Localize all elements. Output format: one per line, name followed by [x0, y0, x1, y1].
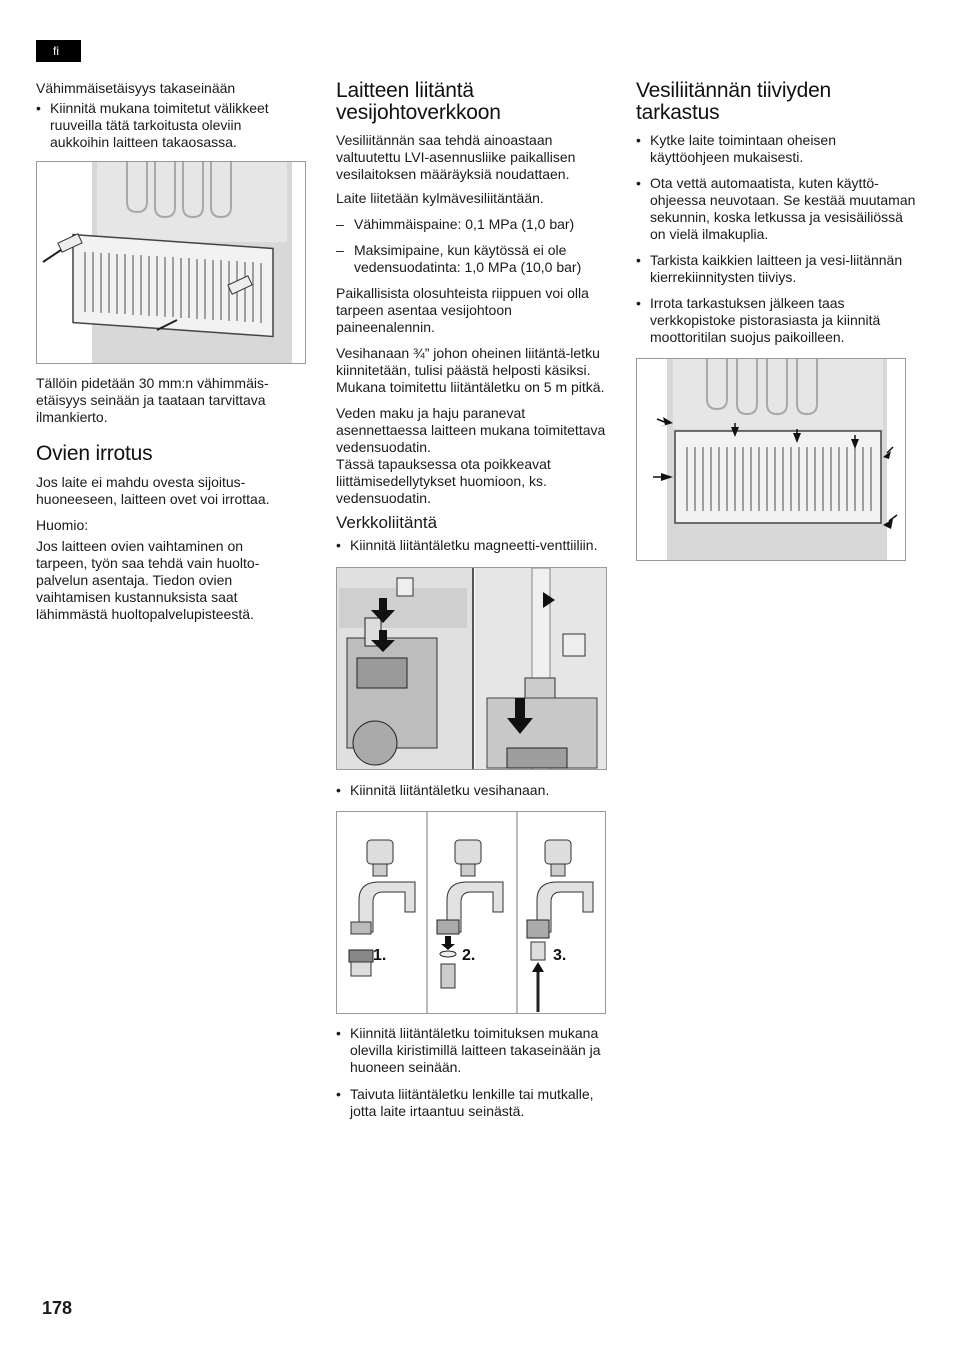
- page-number: 178: [42, 1298, 73, 1318]
- clamp-bullet: • Kiinnitä liitäntäletku toimituksen mukana olevilla kiristimillä laitteen takaseinään ja huoneen seinään.: [336, 1025, 611, 1076]
- column-middle: [336, 80, 611, 1120]
- step2-label: 2.: [462, 947, 476, 964]
- step3-label: 3.: [553, 947, 567, 964]
- valve-bullet: • Kiinnitä liitäntäletku magneetti-venttiiliin.: [336, 537, 611, 554]
- max-pressure: – Maksimipaine, kun käytössä ei ole vedensuodatinta: 1,0 MPa (10,0 bar): [336, 242, 611, 276]
- min-distance-bullet: • Kiinnitä mukana toimitetut välikkeet ruuveilla tätä tarkoitusta oleviin aukkoihin laitteen takaosassa.: [36, 100, 296, 151]
- min-pressure: – Vähimmäispaine: 0,1 MPa (1,0 bar): [336, 216, 611, 233]
- leak-test-title-line2: tarkastus: [636, 101, 720, 124]
- water-p5a: Veden maku ja haju paranevat asennettaessa laitteen mukana toimitettava vedensuodatin.: [336, 405, 606, 455]
- bend-bullet: • Taivuta liitäntäletku lenkille tai mutkalle, jotta laite irtaantuu seinästä.: [336, 1086, 611, 1120]
- leak-bullet-1: • Kytke laite toimintaan oheisen käyttöohjeen mukaisesti.: [636, 132, 916, 166]
- leak-test-title: [636, 80, 916, 124]
- doors-title: Ovien irrotus: [36, 442, 153, 465]
- leak-bullet-3: • Tarkista kaikkien laitteen ja vesi-liitännän kierrekiinnitysten tiiviys.: [636, 252, 916, 286]
- water-p4: Vesihanaan ¾” johon oheinen liitäntä-letku kiinnitetään, tulisi päästä helposti käsiksi. Mukana toimitettu liitäntäletku on 5 m pitkä.: [336, 345, 605, 395]
- note-label: Huomio:: [36, 517, 89, 533]
- note-text: Jos laitteen ovien vaihtaminen on tarpeen, työn saa tehdä vain huolto-palvelun asentaja. Tiedon ovien vaihtamisen kustannuksista saat lähimmästä huoltopalvelupisteestä.: [36, 538, 260, 622]
- cover-figure: [636, 358, 906, 561]
- min-distance-heading: Vähimmäisetäisyys takaseinään: [36, 80, 236, 96]
- tap-figure: [336, 811, 606, 1014]
- column-right: [636, 80, 916, 561]
- step1-label: 1.: [373, 947, 387, 964]
- column-left: [36, 80, 296, 623]
- water-p2: Laite liitetään kylmävesiliitäntään.: [336, 190, 544, 206]
- leak-bullet-2: • Ota vettä automaatista, kuten käyttö-ohjeessa neuvotaan. Se kestää muutaman sekunnin, koska letkussa ja vesisäiliössä on vielä ilmakuplia.: [636, 175, 916, 243]
- min-distance-note: Tällöin pidetään 30 mm:n vähimmäis-etäisyys seinään ja taataan tarvittava ilmankierto.: [36, 375, 269, 425]
- water-connection-title-line2: vesijohtoverkkoon: [336, 101, 501, 124]
- language-tab: fi: [36, 40, 81, 62]
- water-p1: Vesiliitännän saa tehdä ainoastaan valtuutettu LVI-asennusliike paikallisen vesilaitoksen määräyksiä noudattaen.: [336, 132, 576, 182]
- water-p5b: Tässä tapauksessa ota poikkeavat liittämisedellytykset huomioon, ks. vedensuodatin.: [336, 456, 551, 506]
- power-title: Verkkoliitäntä: [336, 513, 438, 532]
- valve-figure: [336, 567, 607, 770]
- leak-bullet-4: • Irrota tarkastuksen jälkeen taas verkkopistoke pistorasiasta ja kiinnitä moottoritilan suojus paikoilleen.: [636, 295, 916, 346]
- spacer-figure: [36, 161, 306, 364]
- tap-bullet: • Kiinnitä liitäntäletku vesihanaan.: [336, 782, 611, 799]
- water-p3: Paikallisista olosuhteista riippuen voi olla tarpeen asentaa vesijohtoon paineenalennin.: [336, 285, 589, 335]
- water-connection-title-line1: Laitteen liitäntä: [336, 79, 474, 102]
- doors-text: Jos laite ei mahdu ovesta sijoitus-huoneeseen, laitteen ovet voi irrottaa.: [36, 474, 270, 507]
- leak-test-title-line1: Vesiliitännän tiiviyden: [636, 79, 832, 102]
- water-connection-title: [336, 80, 611, 124]
